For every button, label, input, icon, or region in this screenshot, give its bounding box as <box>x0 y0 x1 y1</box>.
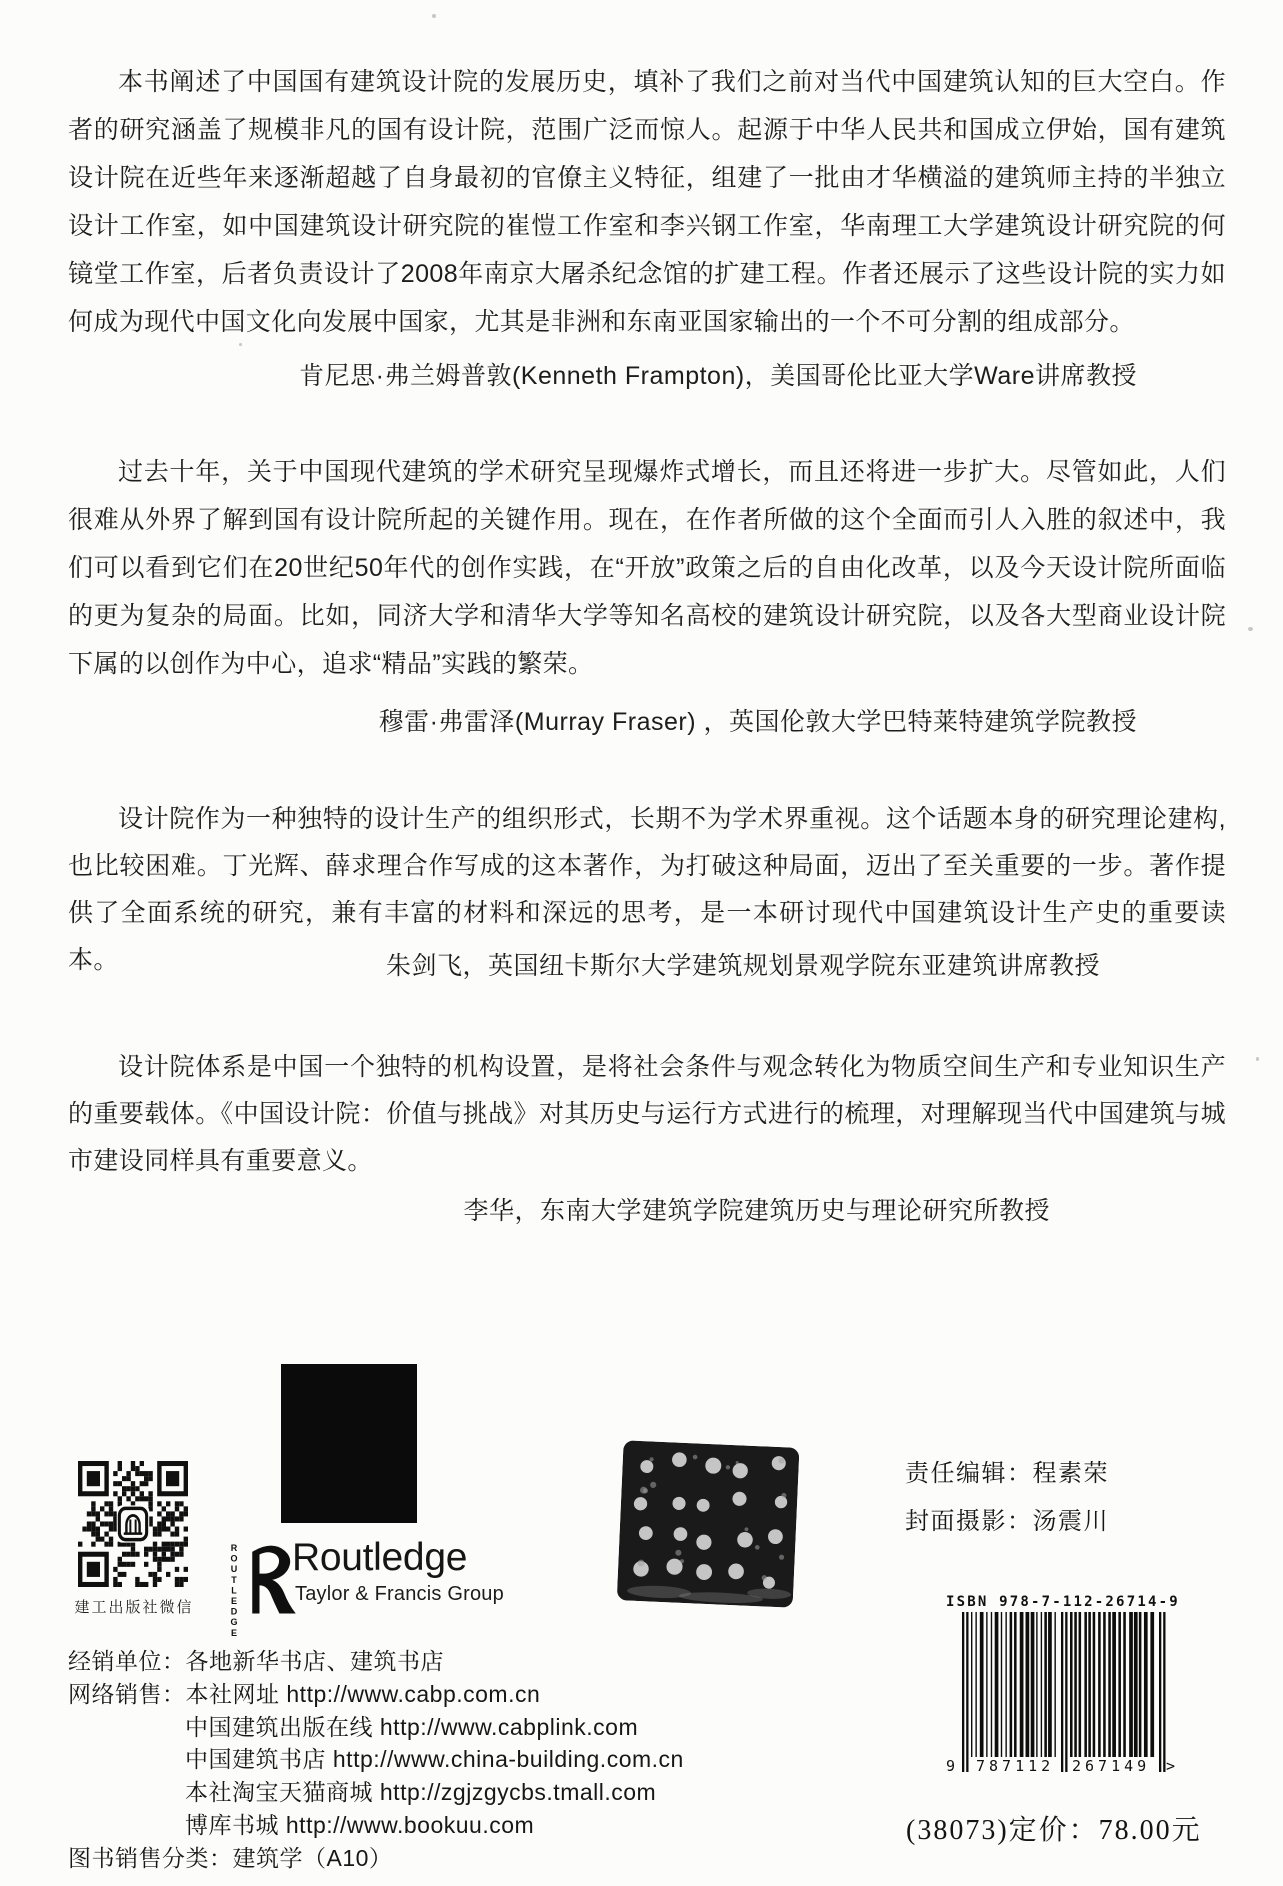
online-sales-item: 本社淘宝天猫商城 http://zgjzgycbs.tmall.com <box>185 1779 657 1806</box>
online-sales-item: 中国建筑出版在线 http://www.cabplink.com <box>185 1713 639 1740</box>
category-line: 图书销售分类：建筑学（A10） <box>68 1844 393 1871</box>
sales-info <box>68 1645 684 1875</box>
endorsement-paragraph: 设计院作为一种独特的设计生产的组织形式，长期不为学术界重视。这个话题本身的研究理论建构,也比较困难。丁光辉、薛求理合作写成的这本著作，为打破这种局面，迈出了至关重要的一步。著作提供了全面系统的研究，兼有丰富的材料和深远的思考，是一本研讨现代中国建筑设计生产史的重要读本。 <box>68 805 1226 974</box>
online-sales-item: 博库书城 http://www.bookuu.com <box>185 1811 535 1838</box>
barcode-group2: 267149 <box>1072 1757 1151 1775</box>
routledge-wordmark: Routledge <box>292 1536 468 1579</box>
online-sales-line: 网络销售：本社网址 http://www.cabp.com.cn <box>68 1680 541 1707</box>
price-line: (38073)定价：78.00元 <box>906 1815 1202 1846</box>
online-sales-item: 中国建筑书店 http://www.china-building.com.cn <box>185 1746 684 1773</box>
qr-label: 建工出版社微信 <box>74 1599 194 1616</box>
cover-photo-thumbnail <box>616 1440 799 1613</box>
endorsement-attribution: 朱剑飞，英国纽卡斯尔大学建筑规划景观学院东亚建筑讲席教授 <box>385 952 1100 980</box>
routledge-vertical-text: ROUTLEDGE <box>229 1543 239 1639</box>
routledge-tagline: Taylor & Francis Group <box>295 1583 504 1605</box>
scan-speck <box>432 14 436 18</box>
scan-speck <box>1248 627 1253 631</box>
endorsement-paragraph: 本书阐述了中国国有建筑设计院的发展历史，填补了我们之前对当代中国建筑认知的巨大空白。作者的研究涵盖了规模非凡的国有设计院，范围广泛而惊人。起源于中华人民共和国成立伊始，国有建筑设计院在近些年来逐渐超越了自身最初的官僚主义特征，组建了一批由才华横溢的建筑师主持的半独立设计工作室，如中国建筑设计研究院的崔愷工作室和李兴钢工作室，华南理工大学建筑设计研究院的何镜堂工作室，后者负责设计了2008年南京大屠杀纪念馆的扩建工程。作者还展示了这些设计院的实力如何成为现代中国文化向发展中国家，尤其是非洲和东南亚国家输出的一个不可分割的组成部分。 <box>68 68 1226 336</box>
barcode-left-digit: 9 <box>946 1757 960 1775</box>
endorsement-paragraph: 过去十年，关于中国现代建筑的学术研究呈现爆炸式增长，而且还将进一步扩大。尽管如此，人们很难从外界了解到国有设计院所起的关键作用。现在，在作者所做的这个全面而引人入胜的叙述中，我们可以看到它们在20世纪50年代的创作实践，在“开放”政策之后的自由化改革，以及今天设计院所面临的更为复杂的局面。比如，同济大学和清华大学等知名高校的建筑设计研究院，以及各大型商业设计院下属的以创作为中心，追求“精品”实践的繁荣。 <box>68 458 1226 678</box>
endorsement-attribution: 李华，东南大学建筑学院建筑历史与理论研究所教授 <box>463 1197 1050 1225</box>
endorsement-attribution: 肯尼思·弗兰姆普敦(Kenneth Frampton)，美国哥伦比亚大学Ware讲席教授 <box>299 362 1137 390</box>
barcode-group1: 787112 <box>976 1757 1055 1775</box>
scan-speck <box>1256 1057 1259 1061</box>
barcode-digits <box>946 1757 1180 1777</box>
endorsement-paragraph: 设计院体系是中国一个独特的机构设置，是将社会条件与观念转化为物质空间生产和专业知识生产的重要载体。《中国设计院：价值与挑战》对其历史与运行方式进行的梳理，对理解现当代中国建筑与城市建设同样具有重要意义。 <box>68 1053 1226 1175</box>
black-logo-block <box>281 1364 417 1523</box>
scan-speck <box>239 343 242 346</box>
distribution-line: 经销单位：各地新华书店、建筑书店 <box>68 1648 444 1674</box>
barcode <box>962 1612 1172 1778</box>
barcode-suffix: > <box>1166 1757 1180 1775</box>
isbn-text: ISBN 978-7-112-26714-9 <box>946 1594 1180 1610</box>
cover-photo-credit: 封面摄影：汤震川 <box>905 1509 1109 1535</box>
editor-credit: 责任编辑：程素荣 <box>905 1461 1109 1487</box>
endorsement-attribution: 穆雷·弗雷泽(Murray Fraser) ，英国伦敦大学巴特莱特建筑学院教授 <box>378 708 1137 736</box>
qr-code <box>78 1461 188 1587</box>
